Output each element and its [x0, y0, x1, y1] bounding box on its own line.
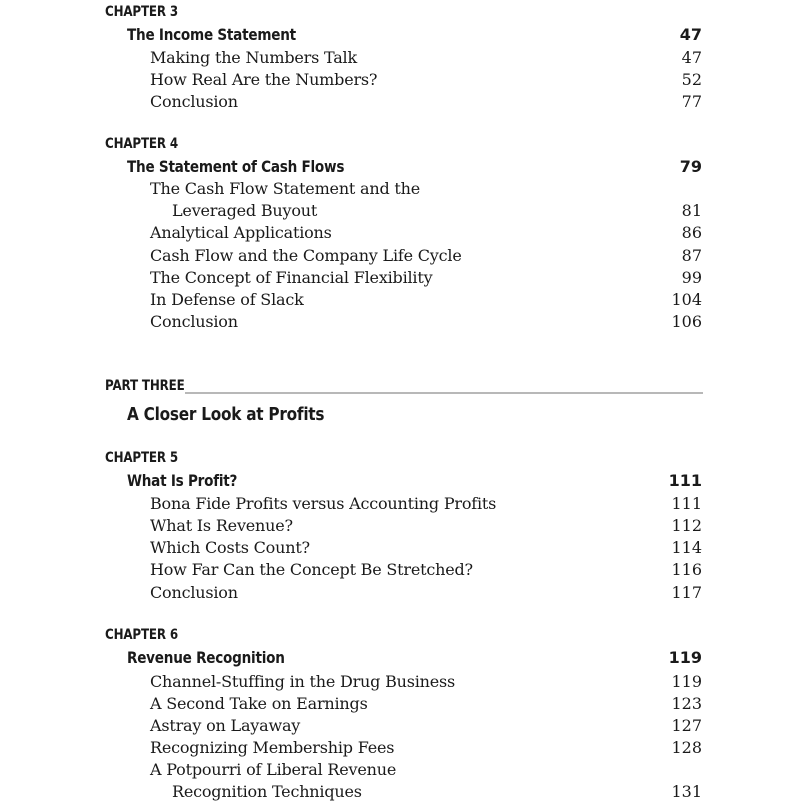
- toc-entry[interactable]: Recognizing Membership Fees: [150, 738, 395, 757]
- toc-entry-page: 52: [681, 70, 702, 89]
- part-3-title[interactable]: A Closer Look at Profits: [127, 404, 325, 425]
- toc-entry[interactable]: Analytical Applications: [150, 223, 332, 242]
- toc-entry-page: 47: [681, 48, 702, 67]
- toc-entry[interactable]: What Is Revenue?: [150, 516, 293, 535]
- toc-entry-page: 116: [671, 560, 702, 579]
- toc-entry-page: 81: [681, 201, 702, 220]
- toc-entry[interactable]: The Concept of Financial Flexibility: [150, 268, 433, 287]
- toc-entry-page: 77: [681, 92, 702, 111]
- toc-entry[interactable]: Conclusion: [150, 312, 238, 331]
- toc-entry-page: 86: [681, 223, 702, 242]
- toc-entry-page: 106: [671, 312, 702, 331]
- toc-entry[interactable]: Cash Flow and the Company Life Cycle: [150, 246, 462, 265]
- toc-entry[interactable]: Making the Numbers Talk: [150, 48, 357, 67]
- chapter-4-page: 79: [679, 157, 702, 176]
- toc-entry[interactable]: Astray on Layaway: [150, 716, 301, 735]
- toc-entry[interactable]: A Potpourri of Liberal Revenue: [150, 760, 397, 779]
- toc-entry-continuation[interactable]: Leveraged Buyout: [172, 201, 318, 220]
- toc-entry[interactable]: Which Costs Count?: [150, 538, 310, 557]
- toc-entry-page: 112: [671, 516, 702, 535]
- chapter-3-label: CHAPTER 3: [105, 4, 178, 20]
- toc-entry-page: 123: [671, 694, 702, 713]
- toc-entry-page: 114: [671, 538, 702, 557]
- toc-entry[interactable]: Channel-Stuffing in the Drug Business: [150, 672, 456, 691]
- toc-entry-page: 131: [671, 782, 702, 801]
- toc-entry-page: 111: [671, 494, 702, 513]
- chapter-6-page: 119: [668, 648, 702, 667]
- chapter-4-title[interactable]: The Statement of Cash Flows: [127, 157, 345, 176]
- toc-entry-continuation[interactable]: Recognition Techniques: [172, 782, 362, 801]
- toc-entry[interactable]: The Cash Flow Statement and the: [150, 179, 421, 198]
- toc-entry-page: 104: [671, 290, 702, 309]
- chapter-3-page: 47: [679, 25, 702, 44]
- chapter-4-label: CHAPTER 4: [105, 136, 178, 152]
- toc-entry[interactable]: Conclusion: [150, 583, 238, 602]
- toc-entry[interactable]: In Defense of Slack: [150, 290, 304, 309]
- toc-entry-page: 117: [671, 583, 702, 602]
- chapter-5-page: 111: [668, 471, 702, 490]
- toc-entry[interactable]: Conclusion: [150, 92, 238, 111]
- toc-entry[interactable]: How Far Can the Concept Be Stretched?: [150, 560, 473, 579]
- chapter-5-label: CHAPTER 5: [105, 450, 178, 466]
- toc-entry-page: 127: [671, 716, 702, 735]
- chapter-3-title[interactable]: The Income Statement: [127, 25, 296, 44]
- toc-entry-page: 87: [681, 246, 702, 265]
- toc-entry-page: 128: [671, 738, 702, 757]
- chapter-6-title[interactable]: Revenue Recognition: [127, 648, 285, 667]
- toc-entry-page: 99: [681, 268, 702, 287]
- part-3-label: PART THREE: [105, 378, 185, 394]
- toc-entry[interactable]: A Second Take on Earnings: [150, 694, 368, 713]
- toc-entry[interactable]: Bona Fide Profits versus Accounting Profits: [150, 494, 497, 513]
- chapter-5-title[interactable]: What Is Profit?: [127, 471, 238, 490]
- part-divider-rule: [185, 392, 703, 394]
- toc-entry-page: 119: [671, 672, 702, 691]
- toc-entry[interactable]: How Real Are the Numbers?: [150, 70, 378, 89]
- chapter-6-label: CHAPTER 6: [105, 627, 178, 643]
